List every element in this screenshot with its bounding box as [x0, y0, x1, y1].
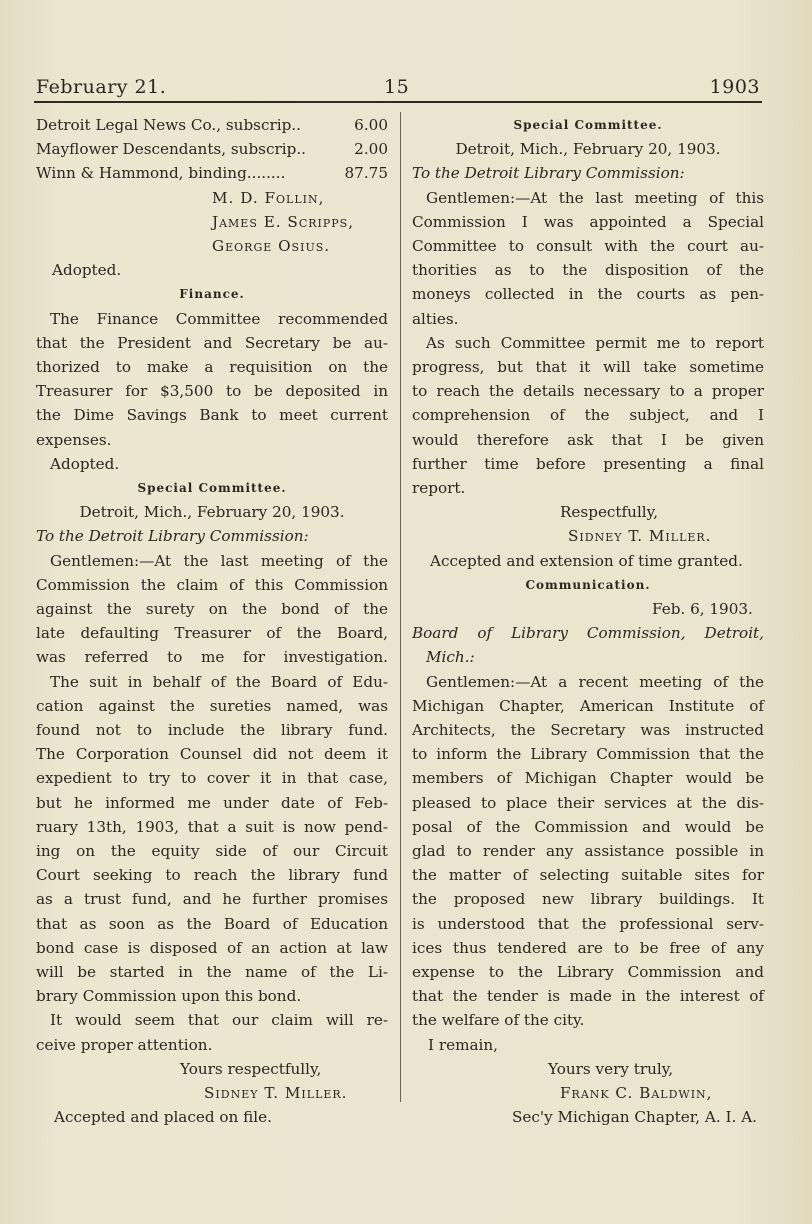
signature-name: George Osius. — [212, 237, 331, 255]
text-line: moneys collected in the courts as pen- — [412, 285, 764, 304]
text-line: that the President and Secretary be au- — [36, 333, 388, 352]
page-number: 15 — [384, 76, 410, 98]
text-line: Gentlemen:—At a recent meeting of the — [426, 672, 764, 691]
text-line: The Corporation Counsel did not deem it — [36, 745, 388, 764]
text-line: ing on the equity side of our Circuit — [36, 842, 388, 860]
text-line: Michigan Chapter, American Institute of — [412, 696, 764, 715]
text-line: report. — [412, 479, 466, 497]
section-heading: Special Committee. — [513, 118, 663, 132]
text-line: Yours respectfully, — [180, 1059, 322, 1078]
text-line: would therefore ask that I be given — [412, 430, 764, 449]
ledger-amount: 6.00 — [354, 116, 388, 134]
signature-name: Sidney T. Miller. — [568, 527, 712, 546]
text-line: comprehension of the subject, and I — [412, 406, 764, 425]
text-line: Architects, the Secretary was instructed — [412, 721, 764, 739]
text-line: but he informed me under date of Feb- — [36, 793, 388, 812]
text-line: Adopted. — [52, 261, 122, 280]
text-line: glad to render any assistance possible in — [412, 842, 764, 860]
text-line: expense to the Library Commission and — [412, 963, 764, 981]
text-line: The Finance Committee recommended — [50, 309, 388, 328]
text-line: Respectfully, — [560, 503, 659, 522]
text-line: members of Michigan Chapter would be — [412, 769, 764, 788]
ledger-line — [36, 139, 388, 159]
text-line: that as soon as the Board of Education — [36, 914, 388, 933]
section-heading: Finance. — [179, 287, 245, 302]
text-line: ices thus tendered are to be free of any — [412, 938, 764, 957]
text-line: Feb. 6, 1903. — [652, 600, 753, 618]
text-line: Gentlemen:—At the last meeting of the — [50, 551, 388, 570]
text-line: Treasurer for $3,500 to be deposited in — [36, 382, 388, 401]
salutation-address: Mich.: — [426, 648, 475, 667]
section-heading: Special Committee. — [137, 481, 287, 495]
ledger-item: Mayflower Descendants, subscrip.. — [36, 140, 306, 159]
text-line: Commission the claim of this Commission — [36, 575, 388, 594]
text-line: Adopted. — [50, 454, 120, 473]
text-line: cation against the sureties named, was — [36, 696, 388, 715]
text-line: as a trust fund, and he further promises — [36, 890, 388, 909]
text-line: against the surety on the bond of the — [36, 600, 388, 618]
text-line: to inform the Library Commission that the — [412, 745, 764, 764]
salutation-address: To the Detroit Library Commission: — [36, 527, 309, 546]
text-line: is understood that the professional serv- — [412, 914, 764, 933]
text-line: will be started in the name of the Li- — [36, 963, 388, 981]
text-line: the matter of selecting suitable sites for — [412, 866, 764, 885]
text-line: the Dime Savings Bank to meet current — [36, 406, 388, 425]
text-line: The suit in behalf of the Board of Edu- — [50, 672, 388, 691]
text-line: Gentlemen:—At the last meeting of this — [426, 188, 764, 207]
section-heading: Communication. — [525, 577, 651, 592]
text-line: Commission I was appointed a Special — [412, 212, 764, 231]
signature-name: Frank C. Baldwin, — [560, 1084, 713, 1102]
salutation-address: Board of Library Commission, Detroit, — [412, 624, 764, 643]
header-rule — [34, 101, 762, 103]
column-divider — [400, 112, 401, 1102]
text-line: alties. — [412, 309, 459, 328]
text-line: thorities as to the disposition of the — [412, 261, 764, 280]
salutation-address: To the Detroit Library Commission: — [412, 164, 685, 183]
text-line: bond case is disposed of an action at law — [36, 938, 388, 957]
text-line: late defaulting Treasurer of the Board, — [36, 624, 388, 643]
text-line: Accepted and extension of time granted. — [430, 551, 743, 570]
text-line: progress, but that it will take sometime — [412, 358, 764, 376]
ledger-item: Winn & Hammond, binding........ — [36, 164, 286, 183]
text-line: Committee to consult with the court au- — [412, 237, 764, 255]
text-line: pleased to place their services at the dis- — [412, 793, 764, 812]
text-line: As such Committee permit me to report — [426, 333, 764, 352]
text-line: further time before presenting a final — [412, 454, 764, 473]
text-line: thorized to make a requisition on the — [36, 358, 388, 376]
ledger-amount: 2.00 — [354, 140, 388, 159]
signature-name: James E. Scripps, — [212, 212, 355, 231]
signature-name: M. D. Follin, — [212, 188, 325, 207]
text-line: to reach the details necessary to a proper — [412, 382, 764, 401]
text-line: that the tender is made in the interest of — [412, 987, 764, 1006]
text-line: Sec'y Michigan Chapter, A. I. A. — [512, 1108, 758, 1127]
text-line: the welfare of the city. — [412, 1011, 585, 1030]
text-line: I remain, — [428, 1035, 498, 1054]
text-line: It would seem that our claim will re- — [50, 1011, 388, 1030]
ledger-line — [36, 163, 388, 183]
dateline: Detroit, Mich., February 20, 1903. — [79, 503, 345, 522]
text-line: posal of the Commission and would be — [412, 817, 764, 836]
text-line: was referred to me for investigation. — [36, 648, 388, 667]
text-line: Yours very truly, — [548, 1059, 674, 1078]
ledger-line — [36, 115, 388, 135]
ledger-amount: 87.75 — [344, 164, 388, 183]
text-line: Court seeking to reach the library fund — [36, 866, 388, 885]
running-head-date: February 21. — [36, 76, 167, 98]
ledger-item: Detroit Legal News Co., subscrip.. — [36, 116, 301, 134]
text-line: expenses. — [36, 430, 112, 449]
text-line: brary Commission upon this bond. — [36, 987, 302, 1006]
text-line: ceive proper attention. — [36, 1035, 213, 1054]
text-line: ruary 13th, 1903, that a suit is now pend- — [36, 817, 388, 836]
text-line: expedient to try to cover it in that case, — [36, 769, 388, 788]
running-head-year: 1903 — [709, 76, 760, 98]
text-line: found not to include the library fund. — [36, 721, 388, 739]
signature-name: Sidney T. Miller. — [204, 1084, 348, 1102]
text-line: the proposed new library buildings. It — [412, 890, 764, 909]
dateline: Detroit, Mich., February 20, 1903. — [455, 140, 721, 159]
text-line: Accepted and placed on file. — [54, 1108, 272, 1127]
